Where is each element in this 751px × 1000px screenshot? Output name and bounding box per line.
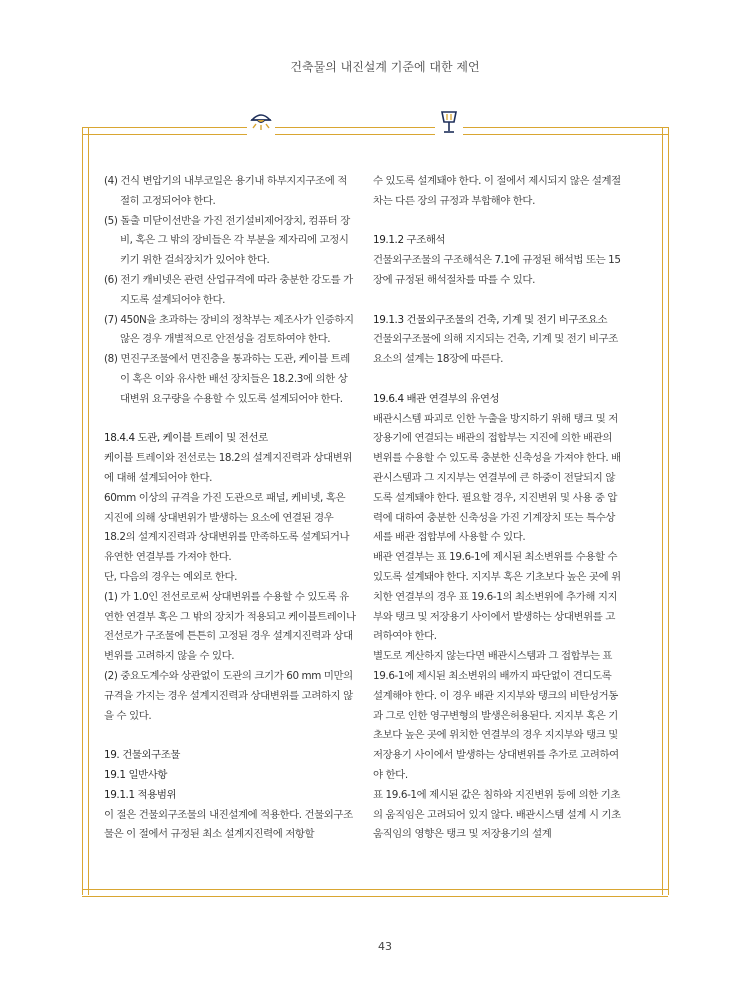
paragraph: (2) 중요도계수와 상관없이 도관의 크기가 60 mm 미만의 규격을 가지는 경우 설계지진력과 상대변위를 고려하지 않을 수 있다. — [104, 669, 353, 722]
paragraph: 60mm 이상의 규격을 가진 도관으로 패널, 케비넷, 혹은 지진에 의해 상대변위가 발생하는 요소에 연결된 경우 18.2의 설계지진력과 상대변위를 만족하도록 설계되거나 유연한 연결부를 가져야 한다. — [104, 491, 350, 564]
right-text-column — [373, 172, 621, 845]
lamp-light-icon — [247, 108, 275, 136]
section-heading: 19.1.1 적용범위 — [104, 788, 177, 801]
section-heading: 19. 건물외구조물 — [104, 749, 181, 762]
paragraph: 이 절은 건물외구조물의 내진설계에 적용한다. 건물외구조물은 이 절에서 규정된 최소 설계지진력에 저항할 — [104, 808, 353, 841]
page-number: 43 — [378, 940, 392, 953]
list-item: (8) 면진구조물에서 면진층을 통과하는 도관, 케이블 트레이 혹은 이와 유사한 배선 장치들은 18.2.3에 의한 상대변위 요구량을 수용할 수 있도록 설계되어야 한다. — [104, 353, 350, 405]
paragraph: 수 있도록 설계돼야 한다. 이 절에서 제시되지 않은 설계절차는 다른 장의 규정과 부합해야 한다. — [373, 175, 621, 207]
list-item: (4) 건식 변압기의 내부코일은 용기내 하부지지구조에 적절히 고정되어야 한다. — [104, 175, 347, 207]
paragraph: 배관 연결부는 표 19.6-1에 제시된 최소변위를 수용할 수 있도록 설계돼야 한다. 지지부 혹은 기초보다 높은 곳에 위치한 연결부의 경우 표 19.6-1의 최소변위에 추가해 지지부와 탱크 및 저장용기 사이에서 발생하는 상대변위를 고려하여야 한다. — [373, 551, 621, 643]
frame-right-rule — [662, 127, 669, 895]
list-item: (7) 450N을 초과하는 장비의 정착부는 제조사가 인증하지 않은 경우 개별적으로 안전성을 검토하여야 한다. — [104, 313, 354, 346]
section-heading: 19.6.4 배관 연결부의 유연성 — [373, 392, 500, 405]
frame-top-rule — [82, 127, 668, 135]
list-item: (6) 전기 캐비넷은 관련 산업규격에 따라 충분한 강도를 가지도록 설계되어야 한다. — [104, 273, 353, 306]
floor-lamp-icon — [435, 108, 463, 136]
left-text-column — [104, 172, 356, 845]
paragraph: 단, 다음의 경우는 예외로 한다. — [104, 570, 238, 583]
running-header: 건축물의 내진설계 기준에 대한 제언 — [290, 60, 480, 74]
list-item: (5) 돌출 미닫이선반을 가진 전기설비제어장치, 컴퓨터 장비, 혹은 그 밖의 장비들은 각 부분을 제자리에 고정시키기 위한 걸쇠장치가 있어야 한다. — [104, 214, 350, 267]
paragraph: 건물외구조물에 의해 지지되는 건축, 기계 및 전기 비구조요소의 설계는 18장에 따른다. — [373, 333, 618, 366]
paragraph: 별도로 계산하지 않는다면 배관시스템과 그 접합부는 표 19.6-1에 제시된 최소변위의 배까지 파단없이 견디도록 설계해야 한다. 이 경우 배관 지지부와 탱크의 비탄성거동과 그로 인한 영구변형의 발생은허용된다. 지지부 혹은 기초보다 높은 곳에 위치한 연결부의 경우 지지부와 탱크 및 저장용기 사이에서 발생하는 상대변위를 추가로 고려하여야 한다. — [373, 650, 619, 781]
section-heading: 19.1.2 구조해석 — [373, 234, 446, 247]
section-heading: 19.1.3 건물외구조물의 건축, 기계 및 전기 비구조요소 — [373, 313, 608, 326]
paragraph: 건물외구조물의 구조해석은 7.1에 규정된 해석법 또는 15장에 규정된 해석절차를 따를 수 있다. — [373, 254, 621, 286]
section-heading: 19.1 일반사항 — [104, 768, 167, 781]
frame-left-rule — [82, 127, 89, 895]
paragraph: 표 19.6-1에 제시된 값은 침하와 지진변위 등에 의한 기초의 움직임은 고려되어 있지 않다. 배관시스템 설계 시 기초 움직임의 영향은 탱크 및 저장용기의 설계 — [373, 788, 621, 841]
frame-bottom-rule — [82, 889, 668, 897]
paragraph: 케이블 트레이와 전선로는 18.2의 설계지진력과 상대변위에 대해 설계되어야 한다. — [104, 452, 353, 484]
paragraph: (1) 가 1.0인 전선로로써 상대변위를 수용할 수 있도록 유연한 연결부 혹은 그 밖의 장치가 적용되고 케이블트레이나 전선로가 구조물에 튼튼히 고정된 경우 설계지진력과 상대변위를 고려하지 않을 수 있다. — [104, 590, 356, 663]
paragraph: 배관시스템 파괴로 인한 누출을 방지하기 위해 탱크 및 저장용기에 연결되는 배관의 접합부는 지진에 의한 배관의 변위를 수용할 수 있도록 충분한 신축성을 가져야 한다. 배관시스템과 그 지지부는 연결부에 큰 하중이 전달되지 않도록 설계돼야 한다. 필요할 경우, 지진변위 및 사용 중 압력에 대하여 충분한 신축성을 가진 기계장치 또는 특수상세를 배관 접합부에 사용할 수 있다. — [373, 412, 621, 544]
section-heading: 18.4.4 도관, 케이블 트레이 및 전선로 — [104, 432, 268, 445]
